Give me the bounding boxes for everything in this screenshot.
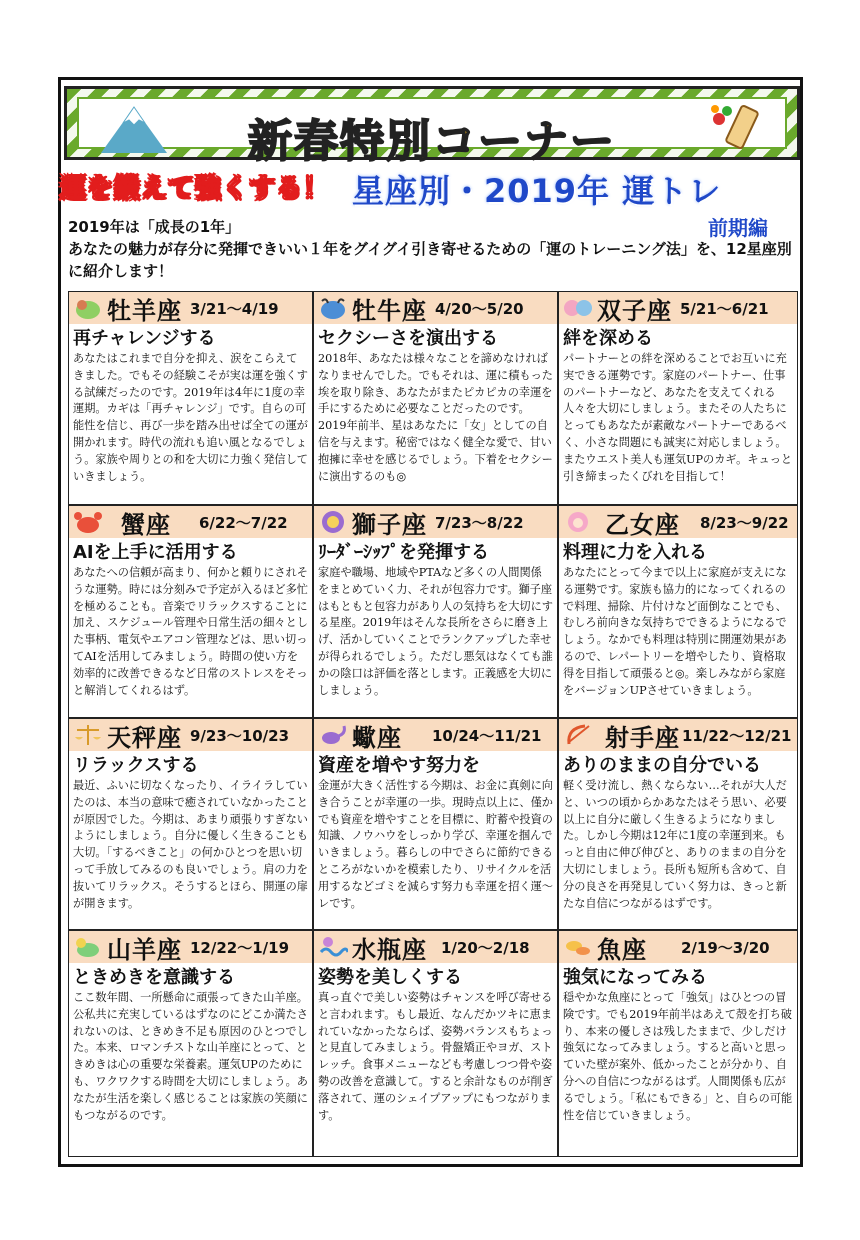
sign-date: 5/21～6/21: [680, 299, 769, 318]
sign-name: 双子座: [597, 296, 672, 325]
sign-header: [69, 506, 312, 538]
water-bearer-icon: [318, 934, 348, 960]
sign-title: 姿勢を美しくする: [318, 967, 462, 988]
sign-header: [314, 931, 557, 963]
sign-date: 3/21～4/19: [190, 299, 279, 318]
sign-text: 2018年、あなたは様々なことを諦めなければなりませんでした。でもそれは、運に積もった埃を取り除き、あなたがまたピカピカの幸運を手にするために必要なことだったのです。2019年前半、星はあなたに「女」としての自信を与えます。秘密ではなく健全な愛で、甘い抱擁に幸せを感じるでしょう。下着をセクシーに演出するのも◎: [318, 352, 553, 483]
sign-text: あなたへの信頼が高まり、何かと頼りにされそうな運勢。時には分刻みで予定が入るほど多忙を極めることも。音楽でリラックスすることに加え、スケジュール管理や日常生活の細々とした事柄、電気やエアコン管理などは、思い切ってAIを活用してみましょう。時間の使い方を効率的に改善できるなど日常のストレスをそっと解消してくれるはず。: [73, 566, 308, 697]
sign-header: [314, 719, 557, 751]
sign-header: [69, 719, 312, 751]
sign-title: 料理に力を入れる: [563, 542, 707, 563]
sign-card-libra: [68, 718, 313, 930]
intro-line-1: 2019年は「成長の1年」: [68, 218, 241, 236]
sign-name: 獅子座: [352, 510, 427, 539]
bull-icon: [318, 295, 348, 321]
sign-header: [69, 292, 312, 324]
sign-text: 真っ直ぐで美しい姿勢はチャンスを呼び寄せると言われます。もし最近、なんだかツキに恵まれていなかったならば、姿勢バランスもちょっと見直してみましょう。骨盤矯正やヨガ、ストレッチ。食事メニューなども考慮しつつ骨や姿勢の改善を意識して。すると余計なものが削ぎ落されて、運のシェイプアップにもつながります。: [318, 991, 553, 1122]
lucky-arrow-icon: [705, 99, 765, 155]
fish-icon: [563, 934, 593, 960]
sign-title: ときめきを意識する: [73, 967, 235, 988]
intro: [68, 216, 798, 282]
sign-name: 牡羊座: [107, 296, 182, 325]
maiden-icon: [563, 509, 593, 535]
sign-header: [314, 506, 557, 538]
sign-date: 10/24～11/21: [432, 726, 542, 745]
sign-date: 2/19～3/20: [681, 938, 770, 957]
sign-header: [559, 292, 797, 324]
sign-name: 山羊座: [107, 935, 182, 964]
sign-card-leo: [313, 505, 558, 718]
sign-text: 家庭や職場、地域やPTAなど多くの人間関係をまとめていく力、それが包容力です。獅子座はもともと包容力があり人の気持ちを大切にする星座。2019年はそんな長所をさらに磨き上げ、活かしていくことでランクアップした幸せが得られるでしょう。ただし悪気はなくても誰かの陰口は評価を落とします。正義感を大切にしましょう。: [318, 566, 553, 697]
sign-title: 強気になってみる: [563, 967, 707, 988]
scales-icon: [73, 722, 103, 748]
sign-card-aries: [68, 291, 313, 505]
scorpion-icon: [318, 722, 348, 748]
sign-card-sagittarius: [558, 718, 798, 930]
sign-date: 12/22～1/19: [190, 938, 290, 957]
sign-card-aquarius: [313, 930, 558, 1157]
sign-title: AIを上手に活用する: [73, 542, 238, 563]
sign-title: 絆を深める: [563, 328, 653, 349]
sign-name: 乙女座: [605, 510, 680, 539]
twins-icon: [563, 295, 593, 321]
sign-title: セクシーさを演出する: [318, 328, 498, 349]
sign-text: あなたにとって今まで以上に家庭が支えになる運勢です。家族も協力的になってくれるので料理、掃除、片付けなど面倒なことでも、むしろ前向きな気持ちでできるようになるでしょう。なかでも料理は特別に開運効果があるので、レパートリーを増やしたり、資格取得を目指して頑張ると◎。楽しみながら家庭をバージョンUPさせていきましょう。: [563, 566, 787, 697]
sign-text: 軽く受け流し、熱くならない…それが大人だと、いつの頃からかあなたはそう思い、必要以上に自分に厳しく生きるようになりました。しかし今期は12年に1度の幸運到来。もっと自由に伸び伸びと、ありのままの自分を大切にしましょう。長所も短所も含めて、自分の良さを再発見していく努力は、きっと新たな自信につながるはずです。: [563, 779, 787, 910]
sign-text: パートナーとの絆を深めることでお互いに充実できる運勢です。家庭のパートナー、仕事のパートナーなど、あなたを支えてくれる人々を大切にしましょう。またその人たちにとってもあなたが素敵なパートナーであるべく、小さな問題にも誠実に対応しましょう。またウエスト美人も運気UPのカギ。キュっと引き締まったくびれを目指して！: [563, 352, 793, 483]
sign-name: 水瓶座: [352, 935, 427, 964]
sign-date: 6/22～7/22: [199, 513, 288, 532]
title-banner: [64, 86, 800, 167]
sign-card-pisces: [558, 930, 798, 1157]
banner-title: 新春特別コーナー: [248, 116, 616, 167]
sign-date: 11/22～12/21: [682, 726, 792, 745]
sign-card-virgo: [558, 505, 798, 718]
sign-title: ありのままの自分でいる: [563, 755, 761, 776]
sign-name: 牡牛座: [352, 296, 427, 325]
sign-card-gemini: [558, 291, 798, 505]
sign-title: 資産を増やす努力を: [318, 755, 480, 776]
sign-header: [559, 506, 797, 538]
banner-inner: [77, 97, 787, 167]
sign-date: 8/23～9/22: [700, 513, 789, 532]
sign-name: 魚座: [597, 935, 647, 964]
headline: 星座別・2019年 運トレ: [352, 172, 722, 210]
crab-icon: [73, 509, 103, 535]
ram-icon: [73, 295, 103, 321]
sign-date: 1/20～2/18: [441, 938, 530, 957]
sign-header: [559, 719, 797, 751]
sign-title: 再チャレンジする: [73, 328, 216, 349]
intro-line-2: あなたの魅力が存分に発揮できいい１年をグイグイ引き寄せるための「運のトレーニング法」を、12星座別に紹介します！: [68, 240, 792, 280]
horoscope-grid: [68, 291, 798, 1157]
sign-name: 蟹座: [121, 510, 171, 539]
sign-title: リラックスする: [73, 755, 199, 776]
sign-text: 穏やかな魚座にとって「強気」はひとつの冒険です。でも2019年前半はあえて殻を打ち破り、本来の優しさは残したままで、少しだけ強気になってみましょう。すると高いと思っていた壁が案外、低かったことが分かり、自分への自信につながるはず。人間関係も広がるでしょう。「私にもできる」と、自らの可能性を信じていきましょう。: [563, 991, 793, 1122]
sign-name: 蠍座: [352, 723, 402, 752]
sign-text: あなたはこれまで自分を抑え、涙をこらえてきました。でもその経験こそが実は運を強くする試練だったのです。2019年は4年に1度の幸運期。カギは「再チャレンジ」です。自らの可能性を信じ、再び一歩を踏み出せば全ての運が開かれます。時代の流れも追い風となるでしょう。家族や周りとの和を大切に力強く発信していきましょう。: [73, 352, 308, 483]
sign-name: 射手座: [605, 723, 680, 752]
sign-date: 7/23～8/22: [435, 513, 524, 532]
sign-date: 4/20～5/20: [435, 299, 524, 318]
sign-card-cancer: [68, 505, 313, 718]
sign-header: [314, 292, 557, 324]
edition-label: 前期編: [708, 216, 768, 240]
sign-text: 金運が大きく活性する今期は、お金に真剣に向き合うことが幸運の一歩。現時点以上に、僅かでも資産を増やすことを目標に、貯蓄や投資の知識、ノウハウをしっかり学び、幸運を掴んでいきましょう。暮らしの中でさらに節約できるところがないかを模索したり、リサイクルを活用するなどゴミを減らす努力も幸運を招く運～レです。: [318, 779, 553, 910]
sign-date: 9/23～10/23: [190, 726, 290, 745]
sign-card-scorpio: [313, 718, 558, 930]
sign-card-capricorn: [68, 930, 313, 1157]
archer-icon: [563, 722, 593, 748]
lion-icon: [318, 509, 348, 535]
sign-text: ここ数年間、一所懸命に頑張ってきた山羊座。公私共に充実しているはずなのにどこか満たされないのは、ときめき不足も原因のひとつでした。本来、ロマンチストな山羊座にとって、ときめきは心の重要な栄養素。運気UPのためにも、ワクワクする時間を大切にしましょう。あなたが生活を楽しく感じることは家族の笑顔にもつながるのです。: [73, 991, 308, 1122]
goat-icon: [73, 934, 103, 960]
sign-card-taurus: [313, 291, 558, 505]
slogan: 運を鍛えて強くする！: [60, 174, 331, 204]
sign-header: [69, 931, 312, 963]
sign-title: ﾘｰﾀﾞｰｼｯﾌﾟを発揮する: [318, 542, 489, 563]
sign-header: [559, 931, 797, 963]
sign-name: 天秤座: [107, 723, 182, 752]
sign-text: 最近、ふいに切なくなったり、イライラしていたのは、本当の意味で癒されていなかったことが原因でした。今期は、あまり頑張りすぎないようにしましょう。自分に優しく生きることも大切。「するべきこと」の何かひとつを思い切って手放してみるのも良いでしょう。肩の力を抜いてリラックス。そうするとほら、開運の扉が開きます。: [73, 779, 308, 910]
